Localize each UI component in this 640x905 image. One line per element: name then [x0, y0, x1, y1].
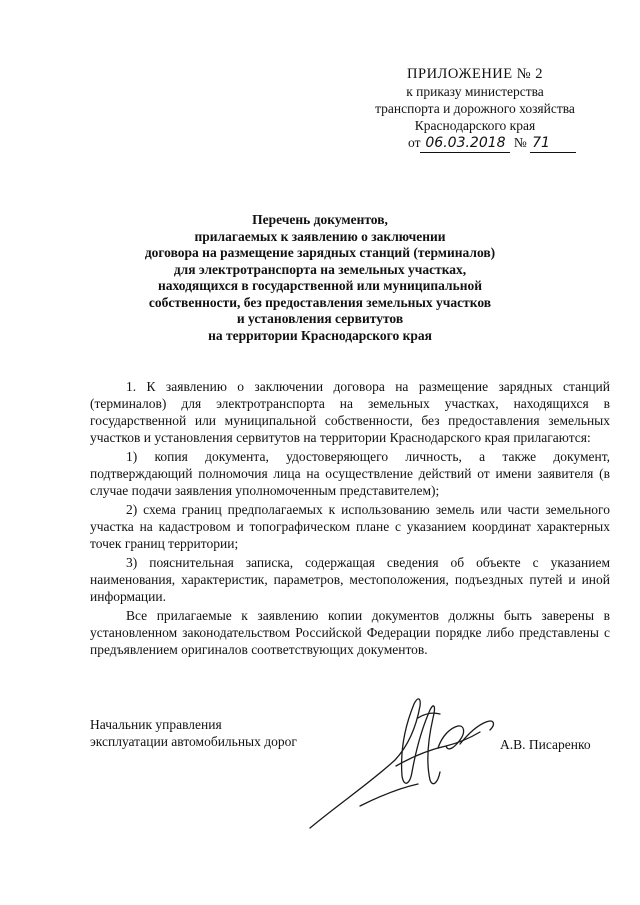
appendix-header-line: Краснодарского края: [414, 118, 536, 133]
body-paragraph: Все прилагаемые к заявлению копии документов должны быть заверены в установленном законодательством Российской Федерации порядке либо представлены с предъявлением оригиналов соответствующих документов.: [90, 608, 610, 657]
handwritten-signature: [300, 688, 510, 838]
appendix-title: ПРИЛОЖЕНИЕ № 2: [407, 66, 543, 82]
order-number-handwritten: 71: [530, 135, 576, 153]
date-prefix: от: [408, 135, 421, 150]
signatory-position-line: Начальник управления: [90, 717, 222, 732]
body-paragraph: 2) схема границ предполагаемых к использованию земель или части земельного участка на кадастровом и топографическом плане с указанием координат характерных точек границ территории;: [90, 502, 610, 551]
appendix-header: [350, 66, 600, 134]
appendix-header-line: к приказу министерства: [406, 84, 544, 99]
title-line: собственности, без предоставления земельных участков: [148, 294, 492, 310]
title-line: на территории Краснодарского края: [208, 327, 432, 343]
title-line: прилагаемых к заявлению о заключении: [194, 228, 446, 244]
number-prefix: №: [513, 135, 527, 150]
document-title: [90, 212, 550, 344]
order-date-handwritten: 06.03.2018: [420, 135, 510, 153]
signatory-name: А.В. Писаренко: [500, 737, 591, 752]
document-body: [90, 378, 610, 660]
signatory-position-line: эксплуатации автомобильных дорог: [90, 734, 297, 749]
body-paragraph: 3) пояснительная записка, содержащая сведения об объекте с указанием наименования, характеристик, параметров, местоположения, подъездных путей и иной информации.: [90, 555, 610, 604]
title-line: договора на размещение зарядных станций (терминалов): [144, 245, 496, 260]
title-line: находящихся в государственной или муниципальной: [157, 278, 483, 293]
body-paragraph: 1. К заявлению о заключении договора на размещение зарядных станций (терминалов) для электротранспорта на земельных участках, находящихся в государственной или муниципальной собственности, без предоставления земельных участков и установления сервитутов на территории Краснодарского края прилагаются:: [90, 379, 610, 445]
signatory-position: [90, 716, 297, 750]
body-paragraph: 1) копия документа, удостоверяющего личность, а также документ, подтверждающий полномочия лица на осуществление действий от имени заявителя (в случае подачи заявления уполномоченным представителем);: [90, 449, 610, 498]
title-line: и установления сервитутов: [236, 311, 404, 326]
order-date-line: [408, 134, 598, 153]
title-line: Перечень документов,: [252, 212, 388, 227]
title-line: для электротранспорта на земельных участках,: [173, 261, 467, 277]
appendix-header-line: транспорта и дорожного хозяйства: [375, 101, 575, 116]
